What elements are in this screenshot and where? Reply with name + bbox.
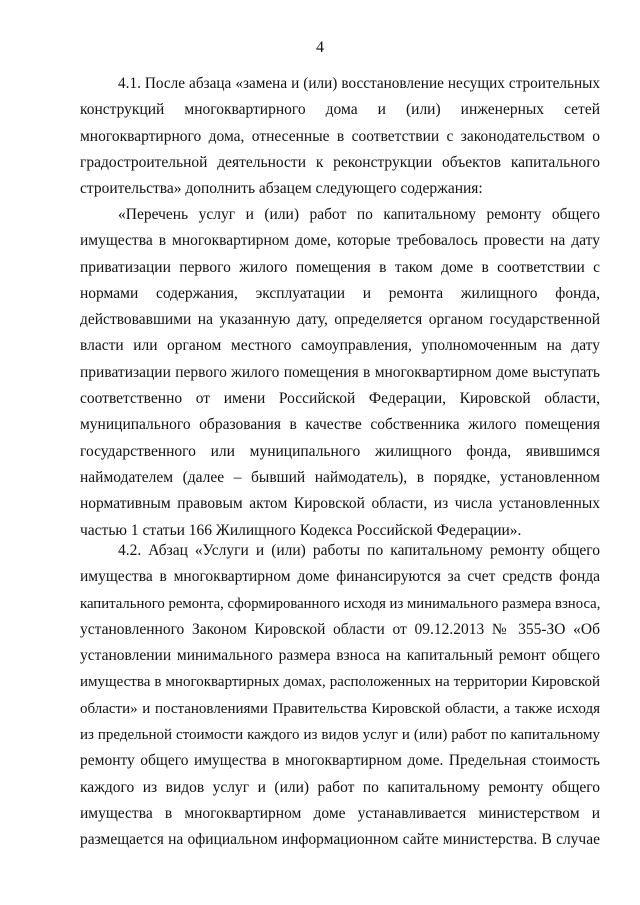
page-number: 4 — [316, 39, 324, 56]
paragraph-line: из предельной стоимости каждого из видов услуг и (или) работ по капитальному — [80, 727, 600, 744]
paragraph-line: «Перечень услуг и (или) работ по капитальному ремонту общего — [118, 206, 600, 223]
paragraph-line: наймодателем (далее – бывший наймодатель), в порядке, установленном — [80, 468, 600, 486]
paragraph-line: приватизации первого жилого помещения в многоквартирном доме выступать — [80, 363, 600, 381]
paragraph-line: ремонту общего имущества в многоквартирном доме. Предельная стоимость — [80, 752, 600, 770]
paragraph-line: приватизации первого жилого помещения в таком доме в соответствии с — [80, 258, 600, 276]
paragraph-line: многоквартирного дома, отнесенные в соответствии с законодательством о — [80, 127, 600, 145]
paragraph-line: области» и постановлениями Правительства Кировской области, а также исходя — [80, 700, 600, 717]
paragraph-line: капитального ремонта, сформированного исходя из минимального размера взноса, — [80, 595, 600, 612]
paragraph-line: нормами содержания, эксплуатации и ремонта жилищного фонда, — [80, 284, 600, 302]
paragraph-line: соответственно от имени Российской Федерации, Кировской области, — [80, 390, 600, 408]
paragraph-line: муниципального образования в качестве собственника жилого помещения — [80, 416, 600, 434]
paragraph-line: власти или органом местного самоуправления, уполномоченным на дату — [80, 337, 600, 355]
paragraph-line: действовавшими на указанную дату, определяется органом государственной — [80, 311, 600, 329]
paragraph-line: конструкций многоквартирного дома и (или) инженерных сетей — [80, 101, 600, 119]
paragraph-line: частью 1 статьи 166 Жилищного Кодекса Российской Федерации». — [80, 521, 522, 539]
paragraph-4-2 — [80, 538, 600, 854]
paragraph-line: государственного или муниципального жилищного фонда, явившимся — [80, 442, 600, 460]
paragraph-line: строительства» дополнить абзацем следующего содержания: — [80, 180, 483, 198]
paragraph-line: имущества в многоквартирном доме, которые требовалось провести на дату — [80, 232, 600, 250]
paragraph-quote — [80, 202, 600, 544]
paragraph-line: 4.2. Абзац «Услуги и (или) работы по капитальному ремонту общего — [118, 542, 600, 559]
paragraph-line: 4.1. После абзаца «замена и (или) восстановление несущих строительных — [118, 75, 600, 92]
paragraph-line: размещается на официальном информационном сайте министерства. В случае — [80, 831, 600, 849]
paragraph-line: имущества в многоквартирном доме финансируются за счет средств фонда — [80, 568, 600, 586]
paragraph-line: нормативным правовым актом Кировской области, из числа установленных — [80, 495, 600, 513]
paragraph-line: установлении минимального размера взноса на капитальный ремонт общего — [80, 647, 600, 665]
paragraph-line: каждого из видов услуг и (или) работ по капитальному ремонту общего — [80, 778, 600, 796]
paragraph-line: имущества в многоквартирных домах, расположенных на территории Кировской — [80, 674, 600, 691]
paragraph-line: имущества в многоквартирном доме устанавливается министерством и — [80, 804, 600, 822]
paragraph-line: градостроительной деятельности к реконструкции объектов капитального — [80, 153, 600, 171]
paragraph-4-1 — [80, 71, 600, 202]
paragraph-line: установленного Законом Кировской области от 09.12.2013 № 355-ЗО «Об — [80, 620, 600, 638]
